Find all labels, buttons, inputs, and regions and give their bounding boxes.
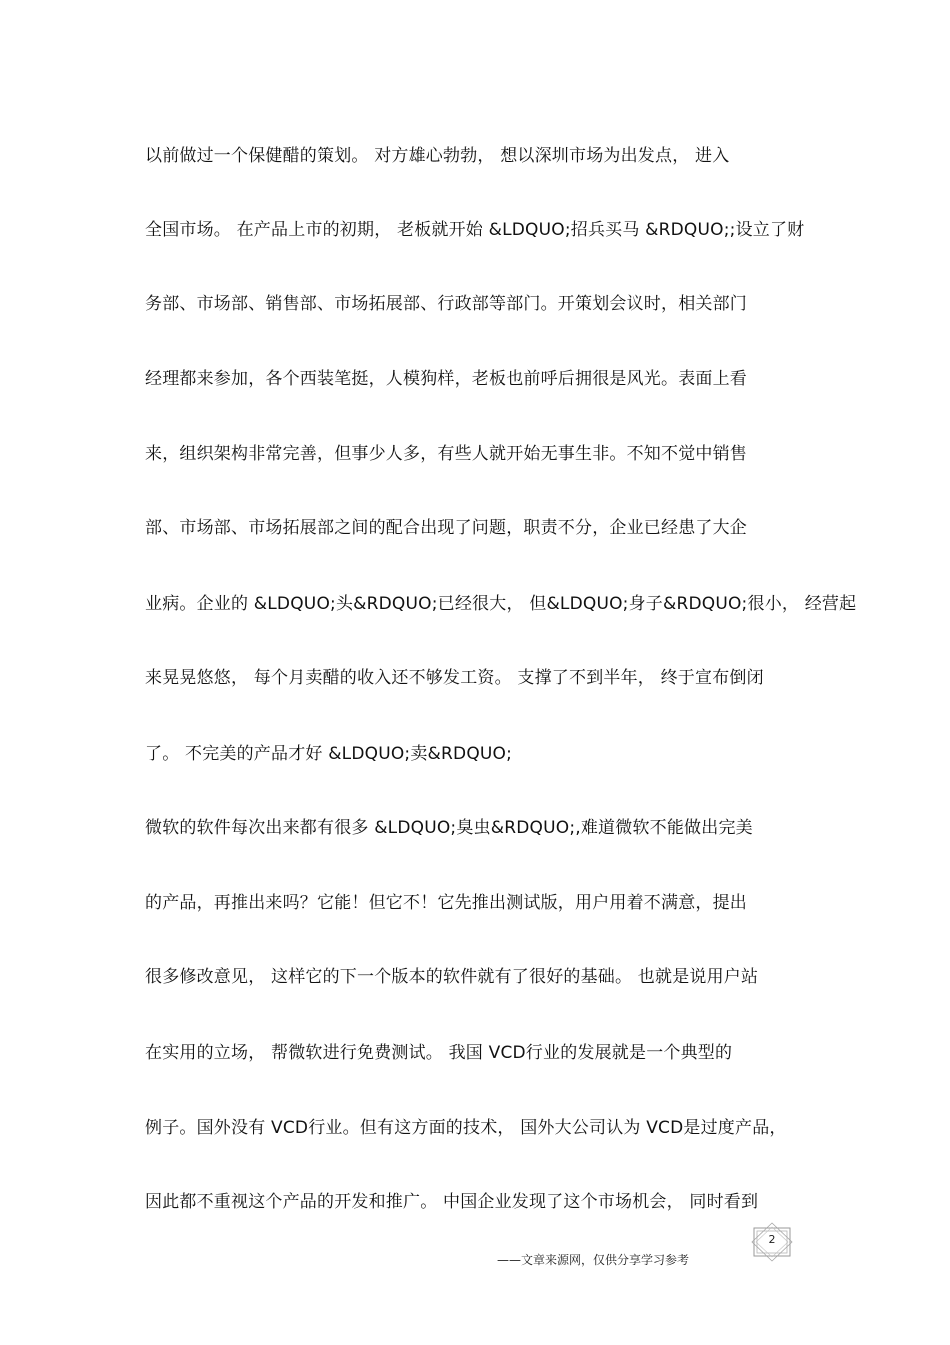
text-line: 很多修改意见， 这样它的下一个版本的软件就有了很好的基础。 也就是说用户站 (145, 967, 759, 987)
text-line: 全国市场。 在产品上市的初期， 老板就开始 &LDQUO;招兵买马 &RDQUO;;设立了财 (145, 220, 805, 240)
text-line: 微软的软件每次出来都有很多 &LDQUO;臭虫&RDQUO;,难道微软不能做出完美 (145, 818, 753, 838)
text-line: 的产品，再推出来吗？它能！但它不！它先推出测试版，用户用着不满意，提出 (145, 893, 747, 913)
page-number-badge (748, 1222, 796, 1262)
text-line: 了。 不完美的产品才好 &LDQUO;卖&RDQUO; (145, 744, 513, 764)
text-line: 来，组织架构非常完善，但事少人多，有些人就开始无事生非。不知不觉中销售 (145, 444, 747, 464)
text-line: 业病。企业的 &LDQUO;头&RDQUO;已经很大， 但&LDQUO;身子&RDQUO;很小， 经营起 (145, 594, 857, 614)
text-line: 在实用的立场， 帮微软进行免费测试。 我国 VCD行业的发展就是一个典型的 (145, 1043, 733, 1063)
page-number: 2 (768, 1233, 776, 1246)
text-line: 以前做过一个保健醋的策划。 对方雄心勃勃， 想以深圳市场为出发点， 进入 (145, 146, 730, 166)
text-line: 经理都来参加，各个西装笔挺，人模狗样，老板也前呼后拥很是风光。表面上看 (145, 369, 747, 389)
text-line: 因此都不重视这个产品的开发和推广。 中国企业发现了这个市场机会， 同时看到 (145, 1192, 759, 1212)
text-line: 例子。国外没有 VCD行业。但有这方面的技术， 国外大公司认为 VCD是过度产品， (145, 1118, 787, 1138)
text-line: 部、市场部、市场拓展部之间的配合出现了问题，职责不分，企业已经患了大企 (145, 518, 747, 538)
text-line: 务部、市场部、销售部、市场拓展部、行政部等部门。开策划会议时，相关部门 (145, 294, 747, 314)
text-line: 来晃晃悠悠， 每个月卖醋的收入还不够发工资。 支撑了不到半年， 终于宣布倒闭 (145, 668, 764, 688)
footer-source-note: ——文章来源网，仅供分享学习参考 (497, 1253, 690, 1267)
